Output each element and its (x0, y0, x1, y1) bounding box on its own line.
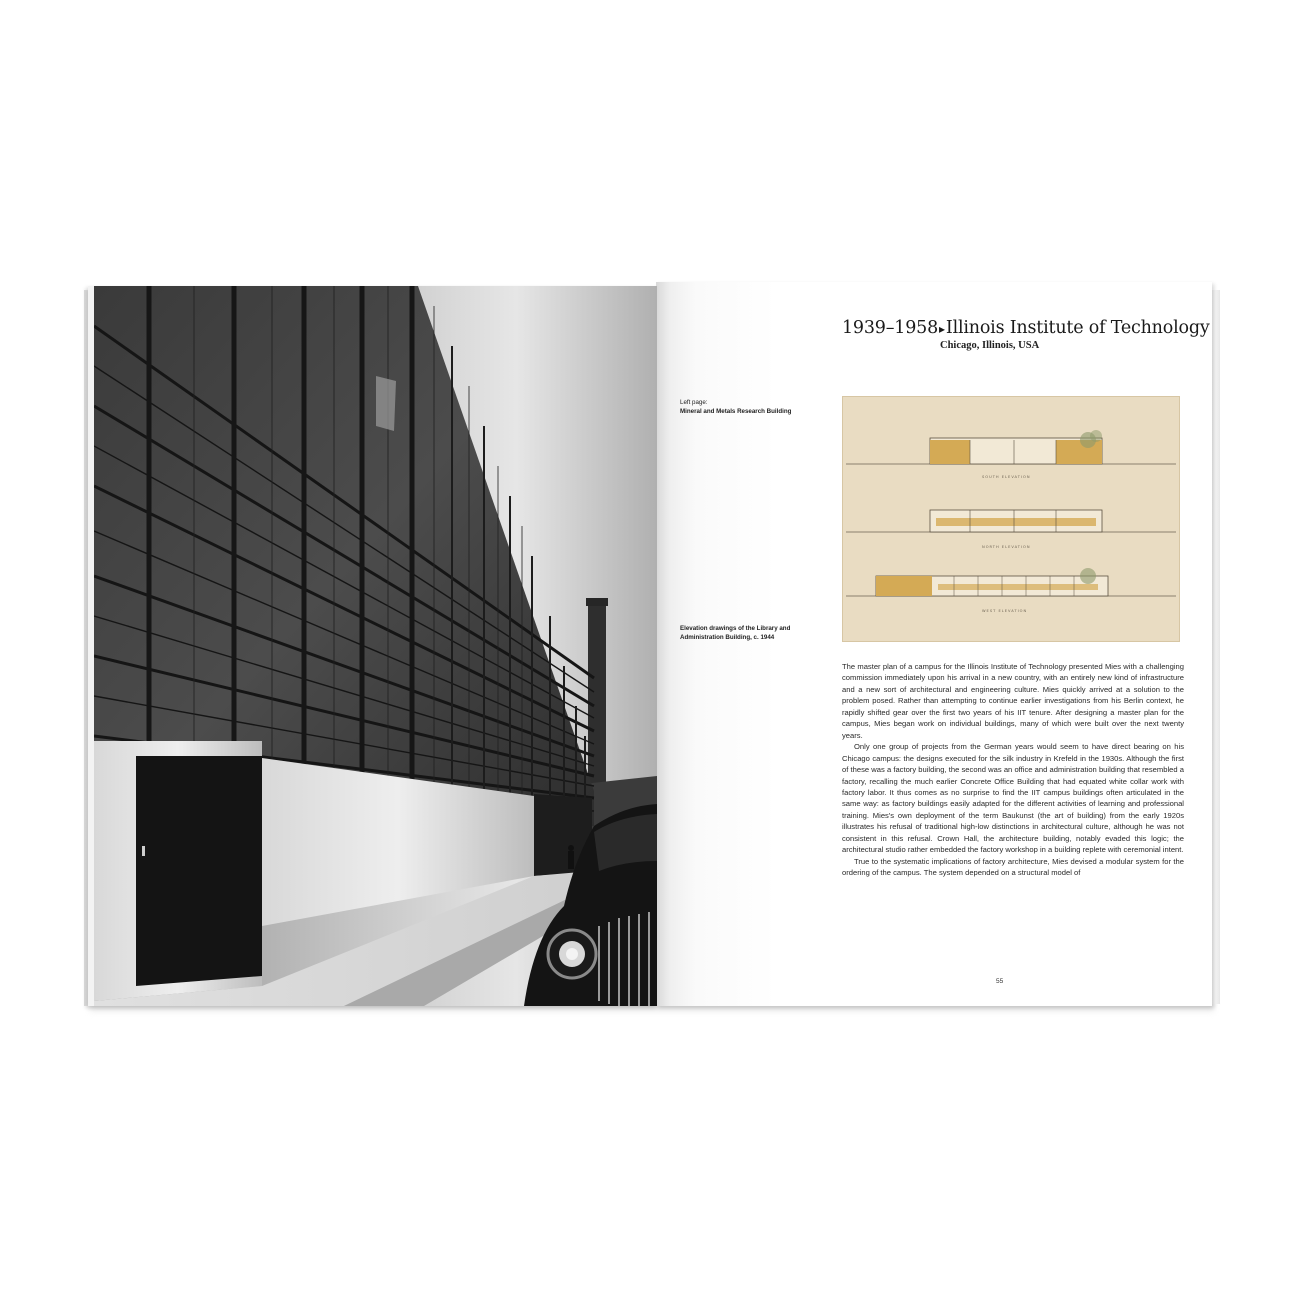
elevation-drawing (842, 396, 1180, 642)
building-photograph (94, 286, 657, 1006)
caption-drawing-text: Elevation drawings of the Library and Administration Building, c. 1944 (680, 625, 791, 641)
paragraph-2: Only one group of projects from the German years would seem to have direct bearing on his Chicago campus: the designs executed for the silk industry in Krefeld in the 1930s. Although the first of these was a factory building, the second was an office and administration building that resembled a factory, recalling the much earlier Concrete Office Building that had equated white collar work with factory labor. It thus comes as no surprise to find the IIT campus buildings often articulated in the same way: as factory buildings easily adapted for the different activities of learning and professional training. Mies's own deployment of the term Baukunst (the art of building) from the early 1920s illustrates his refusal of traditional high-low distinctions in architectural culture, although he was not consistent in this refusal. Crown Hall, the architecture building, notably evaded this logic; the architectural studio rather embedded the factory workshop in a building replete with ceremonial intent. (842, 742, 1184, 855)
drawing-label-south: SOUTH ELEVATION (982, 475, 1031, 479)
title-years: 1939–1958 (842, 318, 939, 338)
caption-drawing (680, 624, 820, 642)
chapter-subtitle: Chicago, Illinois, USA (940, 340, 1040, 351)
chapter-title (842, 318, 1210, 338)
title-arrow-icon: ▸ (939, 322, 945, 336)
paragraph-3: True to the systematic implications of factory architecture, Mies devised a modular system for the ordering of the campus. The system depended on a structural model of (842, 856, 1184, 878)
page-number: 55 (996, 978, 1004, 985)
title-name: Illinois Institute of Technology (945, 318, 1210, 338)
paragraph-1: The master plan of a campus for the Illinois Institute of Technology presented Mies with a challenging commission immediately upon his arrival in a new country, with an entirely new kind of infrastructure and a new sort of architectural and engineering culture. Mies quickly arrived at a solution to the problem posed. Rather than attempting to continue earlier investigations from his Berlin context, he rapidly shifted gear over the first two years of his IIT tenure. After designing a master plan for the campus, Mies began work on individual buildings, many of which were built over the next twenty years. (842, 662, 1184, 740)
drawing-label-west: WEST ELEVATION (982, 609, 1028, 613)
caption-left-label: Left page: (680, 399, 708, 406)
body-text (842, 661, 1184, 879)
caption-left-title: Mineral and Metals Research Building (680, 408, 792, 415)
caption-left-page (680, 398, 820, 416)
drawing-label-north: NORTH ELEVATION (982, 545, 1031, 549)
right-page (656, 282, 1212, 1006)
